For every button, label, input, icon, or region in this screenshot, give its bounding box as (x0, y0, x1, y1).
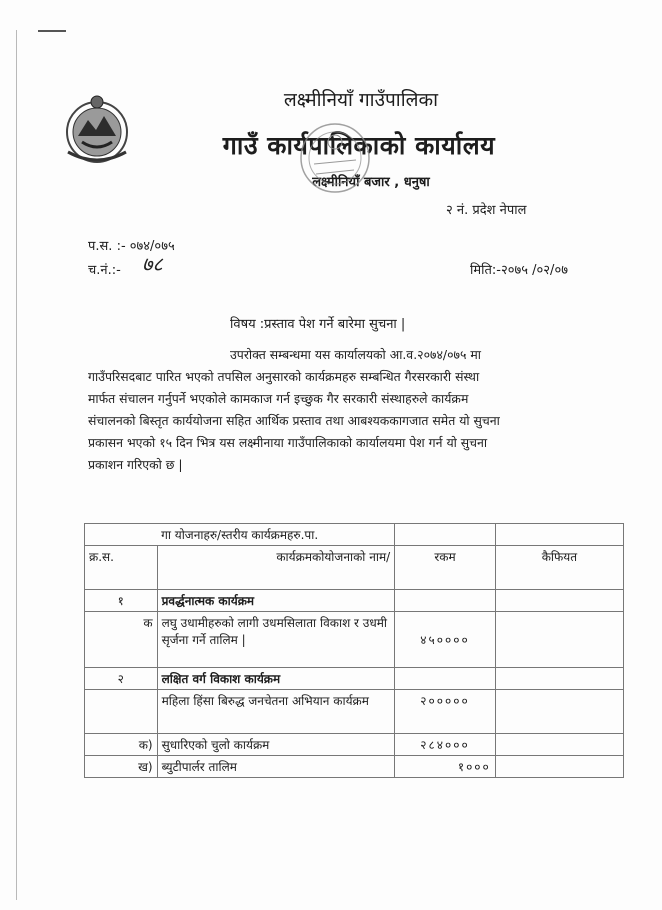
row-remarks (495, 612, 623, 668)
table-row (85, 612, 624, 668)
row-sn: २ (85, 668, 158, 690)
row-name: महिला हिंसा बिरुद्ध जनचेतना अभियान कार्यक्रम (157, 690, 395, 734)
row-sn: १ (85, 590, 158, 612)
row-name: ब्युटीपार्लर तालिम (157, 756, 395, 778)
row-sn: क) (85, 734, 158, 756)
dispatch-number-handwritten: ७८ (142, 252, 163, 276)
table-group-header: गा योजनाहरु/स्तरीय कार्यक्रमहरु.पा. (85, 524, 395, 546)
col-header-name: कार्यक्रमकोयोजनाको नाम/ (157, 546, 395, 590)
row-remarks (495, 734, 623, 756)
row-remarks (495, 590, 623, 612)
office-address: लक्ष्मीनियाँ बजार , धनुषा (312, 175, 430, 190)
row-sn: क (85, 612, 158, 668)
document-date: मिति:-२०७५ /०२/०७ (470, 263, 568, 278)
col-header-remarks: कैफियत (495, 546, 623, 590)
body-line: प्रकासन भएको १५ दिन भित्र यस लक्ष्मीनाया गाउँपालिकाको कार्यालयमा पेश गर्न यो सुचना (88, 435, 488, 450)
programs-table (84, 523, 624, 778)
body-line: उपरोक्त सम्बन्धमा यस कार्यालयको आ.व.२०७४/०७५ मा (230, 347, 481, 362)
row-amount: १००० (395, 756, 496, 778)
table-empty-cell (495, 524, 623, 546)
row-remarks (495, 668, 623, 690)
table-empty-cell (395, 524, 496, 546)
office-seal-stamp (298, 112, 372, 204)
body-line: मार्फत संचालन गर्नुपर्ने भएकोले कामकाज गर्न इच्छुक गैर सरकारी संस्थाहरुले कार्यक्रम (88, 391, 469, 406)
table-row (85, 690, 624, 734)
row-name: लक्षित वर्ग विकाश कार्यक्रम (157, 668, 395, 690)
page-margin-line (16, 30, 17, 900)
table-row (85, 734, 624, 756)
table-row (85, 590, 624, 612)
row-amount: ४५०००० (395, 612, 496, 668)
row-sn: ख) (85, 756, 158, 778)
body-line: गाउँपरिसदबाट पारित भएको तपसिल अनुसारको कार्यक्रमहरु सम्बन्धित गैरसरकारी संस्था (88, 369, 480, 384)
row-remarks (495, 756, 623, 778)
row-name: लघु उधामीहरुको लागी उधमसिलाता विकाश र उधमी सृर्जना गर्ने तालिम | (157, 612, 395, 668)
notice-subject: विषय :प्रस्ताव पेश गर्ने बारेमा सुचना | (230, 317, 406, 332)
pen-tick-mark (38, 30, 66, 32)
body-line: प्रकाशन गरिएको छ | (88, 457, 183, 472)
province-label: २ नं. प्रदेश नेपाल (446, 203, 527, 218)
row-amount (395, 590, 496, 612)
row-amount: २८४००० (395, 734, 496, 756)
row-amount (395, 668, 496, 690)
notice-body (88, 344, 608, 476)
office-title: गाउँ कार्यपालिकाको कार्यालय (222, 131, 496, 160)
row-sn (85, 690, 158, 734)
col-header-amount: रकम (395, 546, 496, 590)
table-row (85, 668, 624, 690)
col-header-sn: क्र.स. (85, 546, 158, 590)
table-row (85, 756, 624, 778)
row-name: सुधारिएको चुलो कार्यक्रम (157, 734, 395, 756)
dispatch-number-label: च.नं.:- (88, 263, 121, 278)
row-amount: २००००० (395, 690, 496, 734)
body-line: संचालनको बिस्तृत कार्ययोजना सहित आर्थिक प्रस्ताव तथा आबश्यककागजात समेत यो सुचना (88, 413, 500, 428)
row-remarks (495, 690, 623, 734)
reference-number: प.स. :- ०७४/०७५ (88, 239, 175, 254)
row-name: प्रवर्द्धनात्मक कार्यक्रम (157, 590, 395, 612)
municipality-name: लक्ष्मीनियाँ गाउँपालिका (283, 89, 439, 111)
